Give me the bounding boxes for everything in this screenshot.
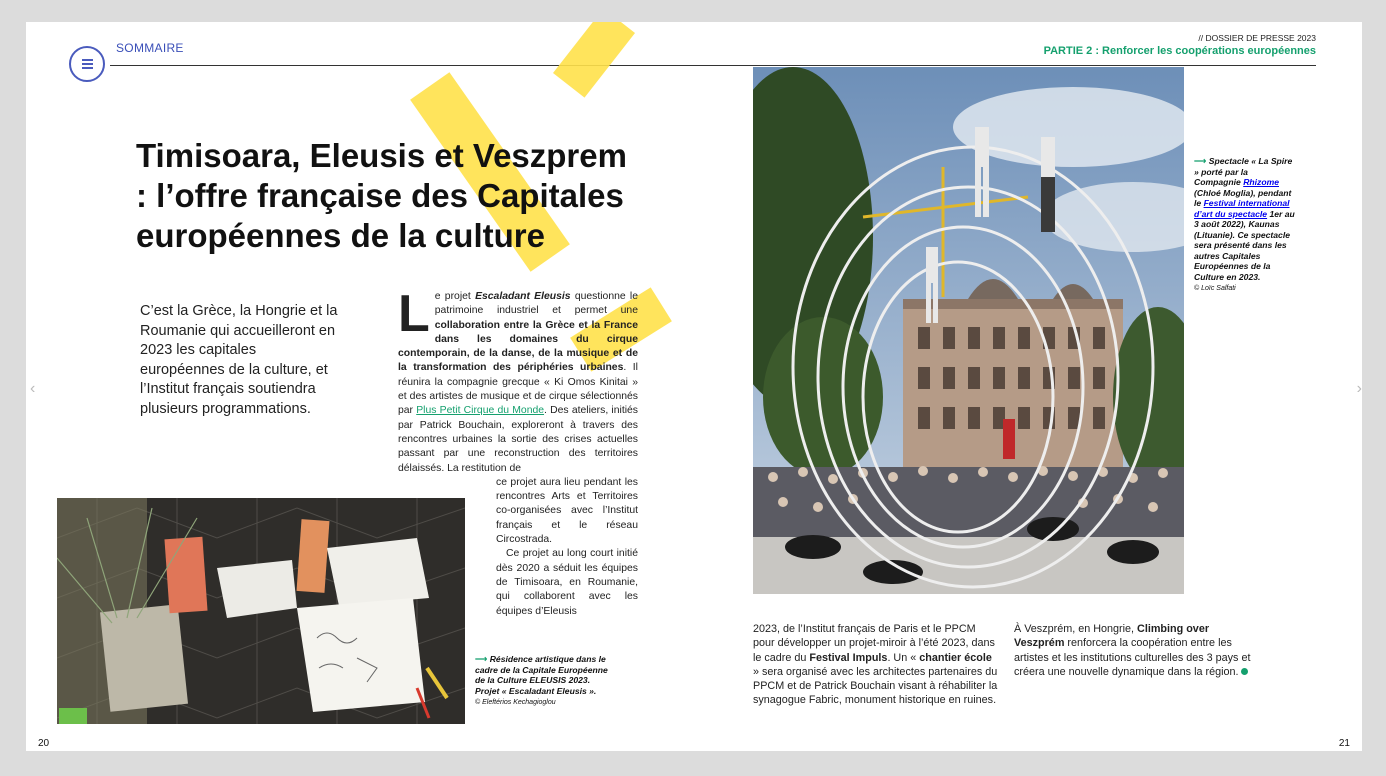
col4-bold: Climbing over Veszprém — [1014, 623, 1210, 650]
arrow-icon: ⟶ — [1194, 156, 1207, 166]
photo-credit: © Loïc Salfati — [1194, 285, 1236, 292]
header-rule — [110, 65, 1316, 66]
body-paragraph-2: Ce projet au long court initié dès 2020 a séduit les équipes de Timisoara, en Roumanie, qui collaborent avec les équipes d’Eleusis — [496, 548, 638, 617]
caption-right-text: 1er au 3 août 2022), Kaunas (Lituanie). Ce spectacle sera présenté dans les autres Capitales Européennes de la Culture en 2023. — [1194, 208, 1295, 282]
magazine-spread — [26, 22, 1362, 751]
col3-text: » sera organisé avec les architectes partenaires du PPCM et de Patrick Bouchain visant à réhabiliter la synagogue Fabric, monument historique en ruines. — [753, 665, 998, 707]
next-page-icon[interactable]: › — [1356, 380, 1362, 397]
yellow-stripe-top — [553, 22, 635, 98]
col3-bold: chantier école — [919, 651, 992, 664]
col3-text: . Un « — [887, 651, 920, 664]
col4-text: À Veszprém, en Hongrie, — [1014, 623, 1138, 635]
body-emphasis: Escaladant Eleusis — [475, 291, 571, 302]
article-title: Timisoara, Eleusis et Veszprem : l’offre française des Capitales européennes de la culture — [136, 137, 627, 254]
link-festival[interactable]: Festival international d’art du spectacle — [1194, 198, 1290, 219]
dossier-label: // DOSSIER DE PRESSE 2023 — [1198, 33, 1316, 43]
column-4-text — [1014, 622, 1259, 679]
drop-cap: L — [398, 285, 430, 343]
col4-text: renforcera la coopération entre les artistes et les institutions culturelles des 3 pays et créera une nouvelle dynamique dans la région. — [1014, 637, 1251, 678]
page-number-right: 21 — [1338, 738, 1350, 749]
end-dot-icon — [1241, 668, 1248, 675]
link-plus-petit-cirque[interactable]: Plus Petit Cirque du Monde — [416, 405, 545, 417]
sommaire-link[interactable]: SOMMAIRE — [116, 41, 184, 55]
body-text: e projet — [434, 291, 476, 302]
la-spire-photo — [753, 67, 1184, 594]
body-text: . Des ateliers, initiés par Patrick Bouchain, exploreront à travers des rencontres urbaines la sortie des crises actuelles passant par une reconstruction des territoires délaissés. La restitution de — [398, 405, 638, 474]
caption-right-text: Spectacle « La Spire » porté par la Compagnie — [1194, 156, 1293, 187]
partie-label: PARTIE 2 : Renforcer les coopérations européennes — [1043, 45, 1316, 57]
body-text: . Il réunira la compagnie grecque « Ki Omos Kinitai » et des artistes de musique et de cirque sélectionnés par — [398, 362, 638, 417]
col3-bold: Festival Impuls — [809, 651, 888, 664]
menu-icon[interactable] — [69, 46, 105, 82]
caption-right-text: (Chloé Moglia), pendant le — [1194, 187, 1292, 208]
article-body — [398, 285, 639, 619]
intro-text: C’est la Grèce, la Hongrie et la Roumanie qui accueilleront en 2023 les capitales européennes de la culture, et l’Institut français soutiendra plusieurs programmations. — [140, 303, 338, 417]
photo-credit: © Eleftérios Kechagioglou — [475, 699, 556, 706]
arrow-icon: ⟶ — [475, 654, 488, 664]
caption-left-text: Résidence artistique dans le cadre de la Capitale Européenne de la Culture ELEUSIS 2023. Projet « Escaladant Eleusis ». — [475, 654, 608, 696]
col3-text: 2023, de l’Institut français de Paris et le PPCM pour développer un projet-miroir à l’été 2023, dans le cadre du — [753, 623, 995, 664]
caption-left — [475, 654, 615, 709]
prev-page-icon[interactable]: ‹ — [30, 380, 36, 397]
page-number-left: 20 — [38, 738, 50, 749]
caption-right — [1194, 156, 1296, 295]
column-3-text — [753, 622, 998, 708]
body-bold: collaboration entre la Grèce et la France dans les domaines du cirque contemporain, de la danse, de la musique et de la transformation des périphéries urbaines — [398, 319, 638, 374]
link-rhizome[interactable]: Rhizome — [1243, 177, 1279, 187]
la-spire-photo-illustration — [753, 67, 1184, 594]
body-text-continued: ce projet aura lieu pendant les rencontres Arts et Territoires co-organisées avec l’Institut français et le réseau Circostrada. — [496, 476, 638, 546]
body-text: questionne le patrimoine industriel et permet une — [434, 291, 639, 317]
